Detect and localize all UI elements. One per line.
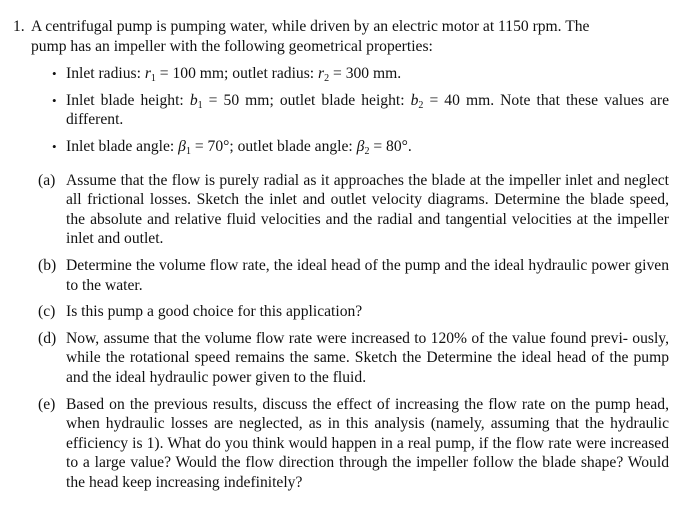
bullet-icon: • xyxy=(52,138,57,154)
part-b xyxy=(13,256,669,295)
part-a xyxy=(13,171,669,249)
math-symbol: β xyxy=(178,137,186,155)
part-label: (a) xyxy=(38,171,56,189)
bullet-text: = 50 mm; outlet blade height: xyxy=(202,91,411,109)
list-item xyxy=(13,64,669,84)
math-subscript: 2 xyxy=(418,99,424,111)
part-text: Determine the volume flow rate, the ideal head of the pump and the ideal hydraulic power given to the water. xyxy=(66,256,669,294)
part-label: (b) xyxy=(38,256,57,274)
math-symbol: b xyxy=(189,91,198,109)
geometry-list xyxy=(13,64,669,156)
bullet-text: = 300 mm. xyxy=(329,65,402,83)
part-label: (c) xyxy=(38,303,56,321)
part-text: Now, assume that the volume flow rate were increased to 120% of the value found previ- ously, while the rotational speed remains the same. Sketch the Determine the ideal head of the pump and the ideal hydraulic power given to the fluid. xyxy=(66,329,669,386)
problem-number: 1. xyxy=(13,18,25,35)
math-symbol: r xyxy=(318,65,325,83)
bullet-icon: • xyxy=(52,66,57,82)
bullet-text: = 80°. xyxy=(369,137,412,155)
bullet-text: Inlet blade height: xyxy=(66,91,190,109)
math-subscript: 2 xyxy=(324,73,330,85)
part-label: (d) xyxy=(38,329,57,347)
part-text: Assume that the flow is purely radial as it approaches the blade at the impeller inlet and neglect all frictional losses. Sketch the inlet and outlet velocity diagrams. Determine the blade speed, the absolute and relative fluid velocities and the radial and tangential velocities at the impeller inlet and outlet. xyxy=(66,171,669,248)
math-symbol: b xyxy=(410,91,419,109)
math-symbol: β xyxy=(356,137,365,155)
math-subscript: 1 xyxy=(197,99,203,111)
list-item xyxy=(13,91,669,130)
part-c xyxy=(13,302,669,322)
problem-1 xyxy=(13,17,669,499)
part-label: (e) xyxy=(38,395,56,413)
math-subscript: 1 xyxy=(150,73,156,85)
bullet-text: = 100 mm; outlet radius: xyxy=(155,65,319,83)
part-e xyxy=(13,395,669,493)
bullet-text: Inlet blade angle: xyxy=(66,137,179,155)
list-item xyxy=(13,137,669,157)
bullet-text: = 70°; outlet blade angle: xyxy=(190,137,357,155)
math-subscript: 1 xyxy=(185,145,191,157)
part-text: Based on the previous results, discuss the effect of increasing the flow rate on the pump head, when hydraulic losses are neglected, as in this analysis (namely, assuming that the hydraulic efficiency is 1). What do you think would happen in a real pump, if the flow rate were increased to a large value? Would the flow direction through the impeller follow the blade shape? Would the head keep increasing indefinitely? xyxy=(66,395,669,491)
problem-intro-line1: A centrifugal pump is pumping water, while driven by an electric motor at 1150 rpm. The xyxy=(31,18,590,35)
problem-intro xyxy=(13,17,669,37)
problem-parts xyxy=(13,171,669,493)
bullet-icon: • xyxy=(52,92,57,108)
bullet-text: Inlet radius: xyxy=(66,65,145,83)
math-subscript: 2 xyxy=(364,145,370,157)
part-d xyxy=(13,329,669,388)
math-symbol: r xyxy=(144,65,151,83)
part-text: Is this pump a good choice for this application? xyxy=(66,303,363,321)
problem-intro-line2: pump has an impeller with the following geometrical properties: xyxy=(31,37,433,55)
bullet-text: = 40 mm. Note that these values are different. xyxy=(66,91,669,129)
